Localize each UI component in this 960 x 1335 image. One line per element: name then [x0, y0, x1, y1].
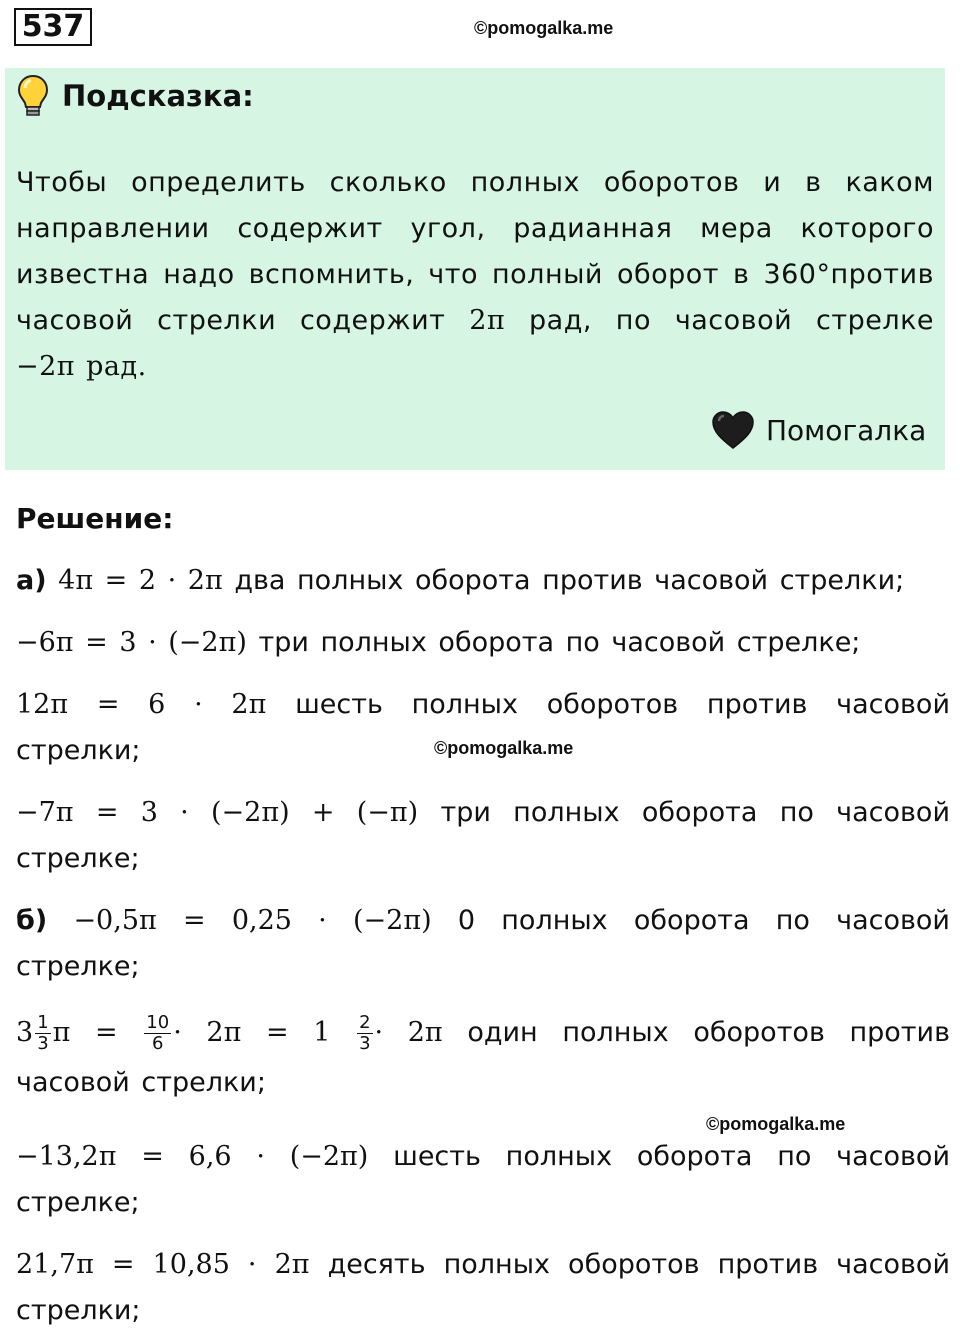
part-b-label: б) [16, 905, 48, 936]
b2-mid: · 2π = 1 [173, 1017, 331, 1048]
solution-b4 [16, 1242, 950, 1334]
b1-cont: стрелке; [16, 951, 140, 982]
b4-text: десять полных оборотов против часовой [327, 1249, 950, 1280]
watermark-bottom: ©pomogalka.me [706, 1114, 846, 1134]
hint-line-4 [16, 298, 934, 344]
solution-title: Решение: [16, 502, 174, 535]
b2-frac1-num: 1 [37, 1012, 49, 1033]
a3-text: шесть полных оборотов против часовой [295, 689, 950, 720]
watermark-middle: ©pomogalka.me [434, 738, 574, 758]
solution-a1 [16, 558, 950, 604]
lightbulb-icon [16, 74, 50, 118]
hint-line-5-tail: рад. [86, 351, 147, 382]
b3-text: шесть полных оборота по часовой [393, 1141, 950, 1172]
b4-math: 21,7π = 10,85 · 2π [16, 1249, 310, 1280]
problem-number: 537 [14, 8, 92, 46]
solution-a2 [16, 620, 950, 666]
a1-math: 4π = 2 · 2π [58, 565, 223, 596]
hint-line-4-math: 2π [469, 305, 506, 336]
solution-b1 [16, 898, 950, 990]
brand-name: Помогалка [766, 414, 927, 447]
hint-line-5 [16, 344, 934, 390]
solution-b3 [16, 1134, 950, 1226]
b2-end: · 2π [374, 1017, 443, 1048]
solution-b2 [16, 1010, 950, 1106]
hint-text [16, 160, 934, 390]
solution-a4 [16, 790, 950, 882]
hint-line-2: направлении содержит угол, радианная мера которого [16, 213, 934, 244]
hint-title: Подсказка: [62, 79, 254, 113]
b2-whole: 3 [16, 1017, 34, 1048]
a3-cont: стрелки; [16, 735, 141, 766]
b2-frac2-den: 6 [152, 1033, 164, 1054]
b3-cont: стрелке; [16, 1187, 140, 1218]
hint-line-5-math: −2π [16, 351, 76, 382]
hint-line-1: Чтобы определить сколько полных оборотов и в каком [16, 167, 934, 198]
a4-cont: стрелке; [16, 843, 140, 874]
b2-frac3-den: 3 [359, 1033, 371, 1054]
heart-icon [710, 410, 756, 450]
a2-text: три полных оборота по часовой стрелке; [258, 627, 861, 658]
b2-frac1-den: 3 [37, 1033, 49, 1054]
a3-math: 12π = 6 · 2π [16, 689, 267, 720]
b2-cont: часовой стрелки; [16, 1067, 266, 1098]
a4-text: три полных оборота по часовой [440, 797, 950, 828]
b1-text: 0 полных оборота по часовой [457, 905, 950, 936]
b2-fraction-3 [357, 1013, 372, 1054]
part-a-label: а) [16, 565, 47, 596]
watermark-top: ©pomogalka.me [474, 18, 614, 38]
b4-cont: стрелки; [16, 1295, 141, 1326]
hint-line-4-tail: рад, по часовой стрелке [529, 305, 934, 336]
b2-frac2-num: 10 [146, 1012, 170, 1033]
a2-math: −6π = 3 · (−2π) [16, 627, 247, 658]
solution-a3 [16, 682, 950, 774]
b2-pi: π = [52, 1017, 118, 1048]
b1-math: −0,5π = 0,25 · (−2π) [73, 905, 432, 936]
b2-text: один полных оборотов против [467, 1017, 950, 1048]
b3-math: −13,2π = 6,6 · (−2π) [16, 1141, 369, 1172]
b2-frac3-num: 2 [359, 1012, 371, 1033]
hint-line-4-text: часовой стрелки содержит [16, 305, 446, 336]
b2-fraction-1 [35, 1013, 50, 1054]
a1-text: два полных оборота против часовой стрелки; [234, 565, 905, 596]
b2-fraction-2 [144, 1013, 171, 1054]
hint-line-3: известна надо вспомнить, что полный оборот в 360°против [16, 259, 934, 290]
a4-math: −7π = 3 · (−2π) + (−π) [16, 797, 419, 828]
